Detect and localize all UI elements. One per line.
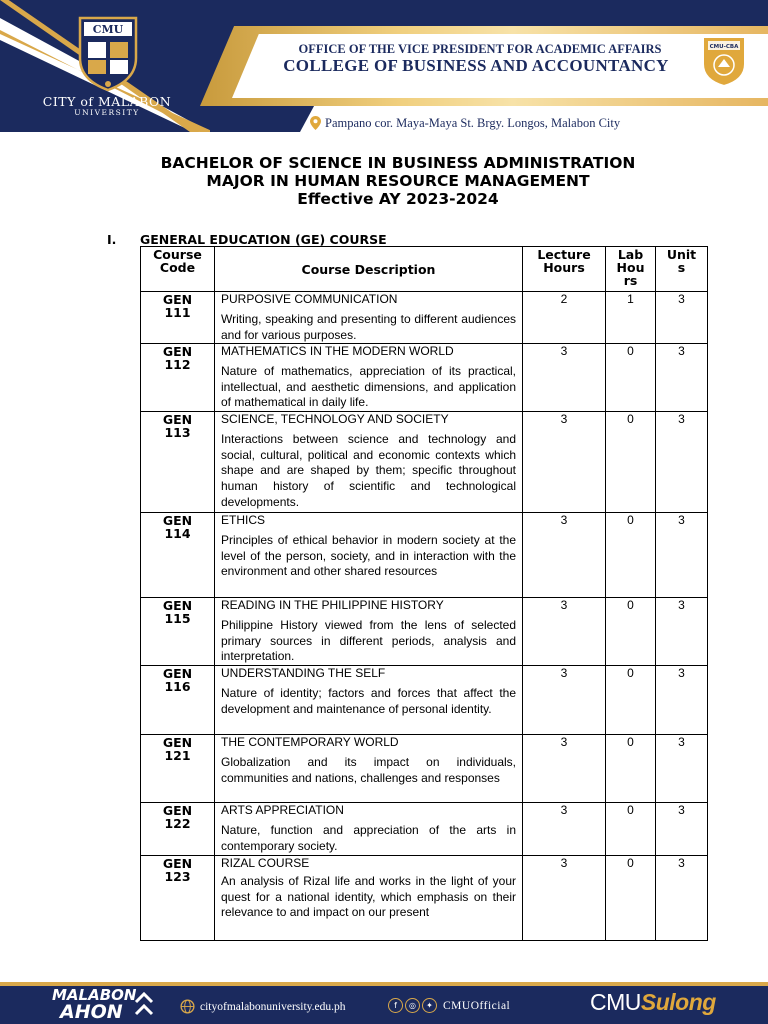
course-title: SCIENCE, TECHNOLOGY AND SOCIETY <box>221 412 449 427</box>
course-description-cell <box>215 856 523 941</box>
globe-icon <box>180 999 195 1014</box>
college-seal-logo <box>700 34 748 88</box>
course-description-cell <box>215 803 523 856</box>
course-code-prefix: GEN <box>162 666 193 682</box>
brand-sulong: Sulong <box>640 989 716 1015</box>
crest-abbrev: CMU <box>92 23 124 36</box>
header-lab-hours <box>606 247 656 292</box>
table-header-row <box>141 247 708 292</box>
brand-cmu: CMU <box>590 989 641 1015</box>
footer-social <box>388 998 510 1013</box>
slogan-malabon: MALABON <box>52 986 137 1004</box>
course-code-cell <box>141 292 215 344</box>
header-course-code: Course Code <box>141 247 215 292</box>
lecture-hours: 3 <box>523 803 606 856</box>
course-code-cell <box>141 735 215 803</box>
units: 3 <box>656 344 708 412</box>
facebook-icon[interactable]: f <box>388 998 403 1013</box>
website-link[interactable]: cityofmalabonuniversity.edu.ph <box>200 1000 346 1013</box>
lab-hours: 0 <box>606 856 656 941</box>
seal-label: CMU-CBA <box>709 44 739 50</box>
course-code-prefix: GEN <box>162 598 193 614</box>
section-heading-text: GENERAL EDUCATION (GE) COURSE <box>140 232 387 247</box>
course-code-cell <box>141 598 215 666</box>
units: 3 <box>656 513 708 598</box>
table-row <box>141 856 708 941</box>
course-code-number: 111 <box>164 305 191 320</box>
university-name: CITY of MALABON <box>42 94 172 109</box>
course-code-cell <box>141 856 215 941</box>
table-row <box>141 735 708 803</box>
course-title: UNDERSTANDING THE SELF <box>221 666 386 681</box>
lecture-hours: 3 <box>523 856 606 941</box>
twitter-icon[interactable]: ✦ <box>422 998 437 1013</box>
footer-website[interactable] <box>180 999 346 1014</box>
header-course-description: Course Description <box>215 247 523 292</box>
course-title: ETHICS <box>221 513 266 528</box>
chevron-up-icon <box>133 988 155 1020</box>
course-code-number: 123 <box>164 869 191 885</box>
course-description-cell <box>215 344 523 412</box>
course-code-number: 115 <box>164 611 191 627</box>
course-code-number: 112 <box>164 357 191 373</box>
course-code-number: 122 <box>164 816 191 832</box>
units: 3 <box>656 856 708 941</box>
university-crest-logo <box>76 14 140 92</box>
program-title <box>0 154 768 208</box>
lecture-hours: 3 <box>523 412 606 513</box>
lecture-hours: 3 <box>523 598 606 666</box>
table-row <box>141 513 708 598</box>
letterhead <box>0 0 768 132</box>
course-code-number: 114 <box>164 526 191 542</box>
address-text: Pampano cor. Maya-Maya St. Brgy. Longos, Malabon City <box>325 115 621 130</box>
header-lab-line-2: Hou <box>616 260 645 275</box>
program-title-line-2: MAJOR IN HUMAN RESOURCE MANAGEMENT <box>206 172 590 190</box>
table-row <box>141 344 708 412</box>
lab-hours: 0 <box>606 735 656 803</box>
table-row <box>141 598 708 666</box>
course-description: Interactions between science and technology and social, cultural, political and economic contexts which shape and are shaped by them; specific throughout human history of scientific and technological developments. <box>221 432 516 509</box>
course-code-prefix: GEN <box>162 292 193 307</box>
course-title: ARTS APPRECIATION <box>221 803 344 818</box>
course-description-cell <box>215 513 523 598</box>
lecture-hours: 3 <box>523 666 606 735</box>
course-title: PURPOSIVE COMMUNICATION <box>221 292 398 306</box>
course-code-cell <box>141 803 215 856</box>
course-code-number: 116 <box>164 679 191 695</box>
lab-hours: 0 <box>606 344 656 412</box>
course-code-cell <box>141 666 215 735</box>
program-title-line-1: BACHELOR OF SCIENCE IN BUSINESS ADMINISTRATION <box>160 154 636 172</box>
course-code-cell <box>141 513 215 598</box>
lab-hours: 0 <box>606 513 656 598</box>
lab-hours: 0 <box>606 803 656 856</box>
units: 3 <box>656 292 708 344</box>
lab-hours: 1 <box>606 292 656 344</box>
header-units <box>656 247 708 292</box>
table-row <box>141 412 708 513</box>
address-line <box>310 115 620 131</box>
units: 3 <box>656 735 708 803</box>
course-description: Nature of mathematics, appreciation of its practical, intellectual, and aesthetic dimensions, and application of mathematical in daily life. <box>221 364 516 410</box>
social-handle[interactable]: CMUOfficial <box>443 999 511 1012</box>
table-row <box>141 292 708 344</box>
lecture-hours: 3 <box>523 735 606 803</box>
cmu-sulong-logo <box>590 988 716 1016</box>
course-title: MATHEMATICS IN THE MODERN WORLD <box>221 344 454 359</box>
course-code-prefix: GEN <box>162 803 193 819</box>
units: 3 <box>656 412 708 513</box>
lab-hours: 0 <box>606 412 656 513</box>
course-title: READING IN THE PHILIPPINE HISTORY <box>221 598 444 613</box>
course-description-cell <box>215 598 523 666</box>
course-description: Nature, function and appreciation of the arts in contemporary society. <box>221 823 516 853</box>
course-description: Philippine History viewed from the lens of selected primary sources in different periods, analysis and interpretation. <box>221 618 516 664</box>
lab-hours: 0 <box>606 598 656 666</box>
lecture-hours: 3 <box>523 513 606 598</box>
table-row <box>141 803 708 856</box>
course-code-prefix: GEN <box>162 735 193 751</box>
office-title: OFFICE OF THE VICE PRESIDENT FOR ACADEMIC AFFAIRS <box>298 42 662 56</box>
header-lecture-hours: Lecture Hours <box>523 247 606 292</box>
lecture-hours: 3 <box>523 344 606 412</box>
course-description-cell <box>215 412 523 513</box>
course-title: RIZAL COURSE <box>221 856 310 871</box>
slogan-ahon: AHON <box>60 1001 123 1023</box>
program-title-line-3: Effective AY 2023-2024 <box>297 190 499 208</box>
course-code-number: 113 <box>164 425 191 441</box>
table-row <box>141 666 708 735</box>
lab-hours: 0 <box>606 666 656 735</box>
course-description-cell <box>215 292 523 344</box>
course-code-cell <box>141 412 215 513</box>
course-description-cell <box>215 735 523 803</box>
location-pin-icon <box>310 116 321 130</box>
course-title: THE CONTEMPORARY WORLD <box>221 735 399 750</box>
course-code-number: 121 <box>164 748 191 764</box>
course-description-cell <box>215 666 523 735</box>
header-units-line-1: Unit <box>666 247 697 262</box>
section-number: I. <box>107 232 117 247</box>
units: 3 <box>656 598 708 666</box>
course-code-cell <box>141 344 215 412</box>
course-code-prefix: GEN <box>162 344 193 360</box>
lecture-hours: 2 <box>523 292 606 344</box>
course-description: Principles of ethical behavior in modern society at the level of the person, society, and in interaction with the environment and other shared resources <box>221 533 516 579</box>
course-description: An analysis of Rizal life and works in the light of your quest for a national identity, which emphasis on their relevance to and impact on our present <box>221 874 516 920</box>
course-code-prefix: GEN <box>162 856 193 872</box>
college-title: COLLEGE OF BUSINESS AND ACCOUNTANCY <box>283 56 669 75</box>
course-table <box>140 246 708 941</box>
units: 3 <box>656 666 708 735</box>
course-code-prefix: GEN <box>162 513 193 529</box>
units: 3 <box>656 803 708 856</box>
course-description: Writing, speaking and presenting to different audiences and for various purposes. <box>221 312 516 342</box>
university-subtitle: UNIVERSITY <box>74 108 140 117</box>
section-heading <box>107 232 387 247</box>
header-lab-line-1: Lab <box>617 247 644 262</box>
header-lab-line-3: rs <box>623 273 638 288</box>
course-description: Globalization and its impact on individuals, communities and nations, challenges and responses <box>221 755 516 785</box>
course-description: Nature of identity; factors and forces that affect the development and maintenance of personal identity. <box>221 686 516 716</box>
instagram-icon[interactable]: ◎ <box>405 998 420 1013</box>
course-code-prefix: GEN <box>162 412 193 428</box>
header-units-line-2: s <box>677 260 686 275</box>
